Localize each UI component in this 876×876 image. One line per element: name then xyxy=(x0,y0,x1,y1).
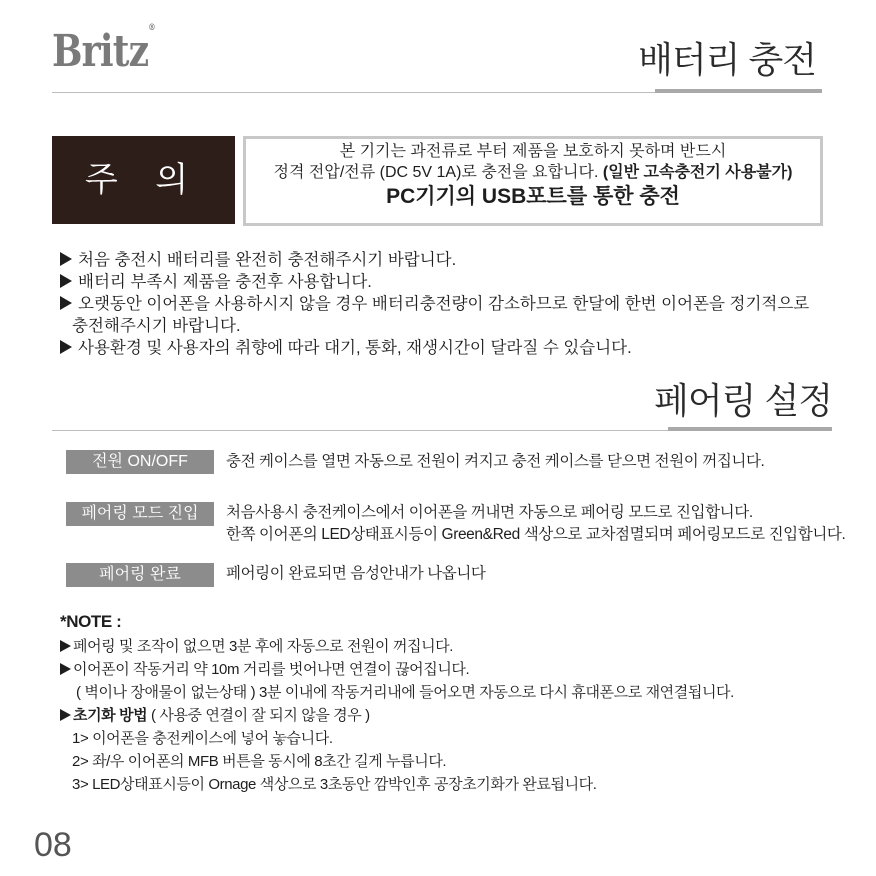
brand-name: Britz xyxy=(52,26,149,77)
note-reset-rest: ( 사용중 연결이 잘 되지 않을 경우 ) xyxy=(147,707,370,724)
list-item-continued: 충전해주시기 바랍니다. xyxy=(72,317,241,335)
note-step: 1> 이어폰을 충전케이스에 넣어 놓습니다. xyxy=(72,730,333,747)
list-item xyxy=(60,337,809,359)
note-item-continued: ( 벽이나 장애물이 없는상태 ) 3분 이내에 작동거리내에 들어오면 자동으로 다시 휴대폰으로 재연결됩니다. xyxy=(76,684,734,701)
pairing-mode-label: 페어링 모드 진입 xyxy=(66,502,214,526)
triangle-bullet-icon xyxy=(60,640,71,652)
triangle-bullet-icon xyxy=(60,709,71,721)
caution-label: 주 의 xyxy=(52,136,235,224)
list-item-text: 오랫동안 이어폰을 사용하시지 않을 경우 배터리충전량이 감소하므로 한달에 한번 이어폰을 정기적으로 xyxy=(78,295,810,313)
pairing-mode-desc-line1: 처음사용시 충전케이스에서 이어폰을 꺼내면 자동으로 페어링 모드로 진입합니다. xyxy=(226,504,753,521)
battery-notes xyxy=(60,249,809,359)
caution-line2-text: 정격 전압/전류 (DC 5V 1A)로 충전을 요합니다. xyxy=(273,164,599,181)
triangle-bullet-icon xyxy=(60,296,72,310)
list-item xyxy=(60,249,809,271)
triangle-bullet-icon xyxy=(60,252,72,266)
list-item-text: 배터리 부족시 제품을 충전후 사용합니다. xyxy=(78,273,372,291)
pairing-mode-desc-line2: 한쪽 이어폰의 LED상태표시등이 Green&Red 색상으로 교차점멸되며 페어링모드로 진입합니다. xyxy=(226,526,846,543)
caution-line1: 본 기기는 과전류로 부터 제품을 보호하지 못하며 반드시 xyxy=(339,143,727,160)
caution-box xyxy=(243,136,823,226)
note-step: 3> LED상태표시등이 Ornage 색상으로 3초동안 깜박인후 공장초기화가 완료됩니다. xyxy=(72,776,597,793)
note-item-text: 이어폰이 작동거리 약 10m 거리를 벗어나면 연결이 끊어집니다. xyxy=(73,661,470,678)
triangle-bullet-icon xyxy=(60,274,72,288)
note-title: *NOTE : xyxy=(60,612,122,631)
note-item-text: 페어링 및 조작이 없으면 3분 후에 자동으로 전원이 꺼집니다. xyxy=(73,638,454,655)
caution-line2-bold: (일반 고속충전기 사용불가) xyxy=(602,164,793,181)
caution-line2 xyxy=(246,162,820,183)
power-label: 전원 ON/OFF xyxy=(66,450,214,474)
triangle-bullet-icon xyxy=(60,340,72,354)
section-title-pairing: 페어링 설정 xyxy=(654,380,832,421)
note-reset-heading xyxy=(60,704,734,727)
list-item-text: 처음 충전시 배터리를 완전히 충전해주시기 바랍니다. xyxy=(78,251,457,269)
note-step: 2> 좌/우 이어폰의 MFB 버튼을 동시에 8초간 길게 누릅니다. xyxy=(72,753,447,770)
list-item-text: 사용환경 및 사용자의 취향에 따라 대기, 통화, 재생시간이 달라질 수 있습니다. xyxy=(78,339,632,357)
power-desc: 충전 케이스를 열면 자동으로 전원이 켜지고 충전 케이스를 닫으면 전원이 꺼집니다. xyxy=(226,453,765,470)
section-title-battery: 배터리 충전 xyxy=(638,39,816,80)
note-item xyxy=(60,635,734,658)
divider-accent xyxy=(655,89,822,93)
note-section xyxy=(60,610,734,796)
page-number: 08 xyxy=(34,826,72,864)
note-item xyxy=(60,658,734,681)
list-item xyxy=(60,293,809,315)
pairing-mode-desc xyxy=(226,502,845,546)
pairing-done-label: 페어링 완료 xyxy=(66,563,214,587)
note-reset-bold: 초기화 방법 xyxy=(73,707,148,724)
list-item xyxy=(60,271,809,293)
caution-line3: PC기기의 USB포트를 통한 충전 xyxy=(386,185,680,208)
divider-accent xyxy=(668,427,832,431)
brand-logo xyxy=(52,23,155,77)
brand-mark: ® xyxy=(148,23,155,34)
triangle-bullet-icon xyxy=(60,663,71,675)
pairing-done-desc: 페어링이 완료되면 음성안내가 나옵니다 xyxy=(226,565,486,582)
